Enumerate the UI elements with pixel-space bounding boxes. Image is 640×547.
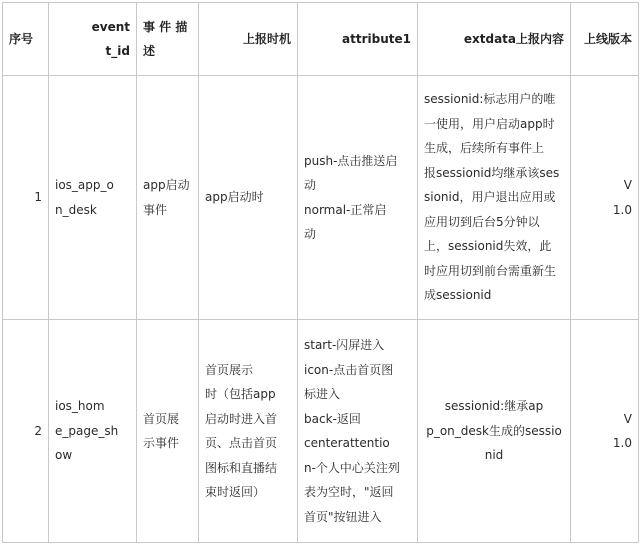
cell-extdata: sessionid:标志用户的唯 一使用，用户启动app时 生成，后续所有事件上 报sessionid均继承该ses sionid，用户退出应用或 应用切到后台5分钟以 上，sessionid失效，此 时应用切到前台需重新生 成sessionid: [418, 76, 571, 320]
cell-report-time: 首页展示 时（包括app 启动时进入首 页、点击首页 图标和直播结 束时返回）: [199, 320, 298, 543]
cell-desc: app启动 事件: [137, 76, 199, 320]
cell-desc: 首页展 示事件: [137, 320, 199, 543]
cell-attribute1: start-闪屏进入 icon-点击首页图 标进入 back-返回 centerattentio n-个人中心关注列 表为空时，"返回 首页"按钮进入: [298, 320, 418, 543]
header-desc: 事 件 描 述: [137, 3, 199, 76]
cell-event-id: ios_app_o n_desk: [49, 76, 137, 320]
cell-seq: 1: [3, 76, 49, 320]
cell-version: V 1.0: [571, 320, 639, 543]
header-version: 上线版本: [571, 3, 639, 76]
header-attribute1: attribute1: [298, 3, 418, 76]
cell-report-time: app启动时: [199, 76, 298, 320]
header-report-time: 上报时机: [199, 3, 298, 76]
header-extdata: extdata上报内容: [418, 3, 571, 76]
cell-extdata: sessionid:继承ap p_on_desk生成的sessio nid: [418, 320, 571, 543]
header-seq: 序号: [3, 3, 49, 76]
cell-seq: 2: [3, 320, 49, 543]
cell-event-id: ios_hom e_page_sh ow: [49, 320, 137, 543]
cell-version: V 1.0: [571, 76, 639, 320]
event-tracking-table: [2, 2, 639, 543]
header-event-id: event t_id: [49, 3, 137, 76]
table-row: [3, 320, 639, 543]
table-header-row: [3, 3, 639, 76]
table-row: [3, 76, 639, 320]
cell-attribute1: push-点击推送启 动 normal-正常启 动: [298, 76, 418, 320]
